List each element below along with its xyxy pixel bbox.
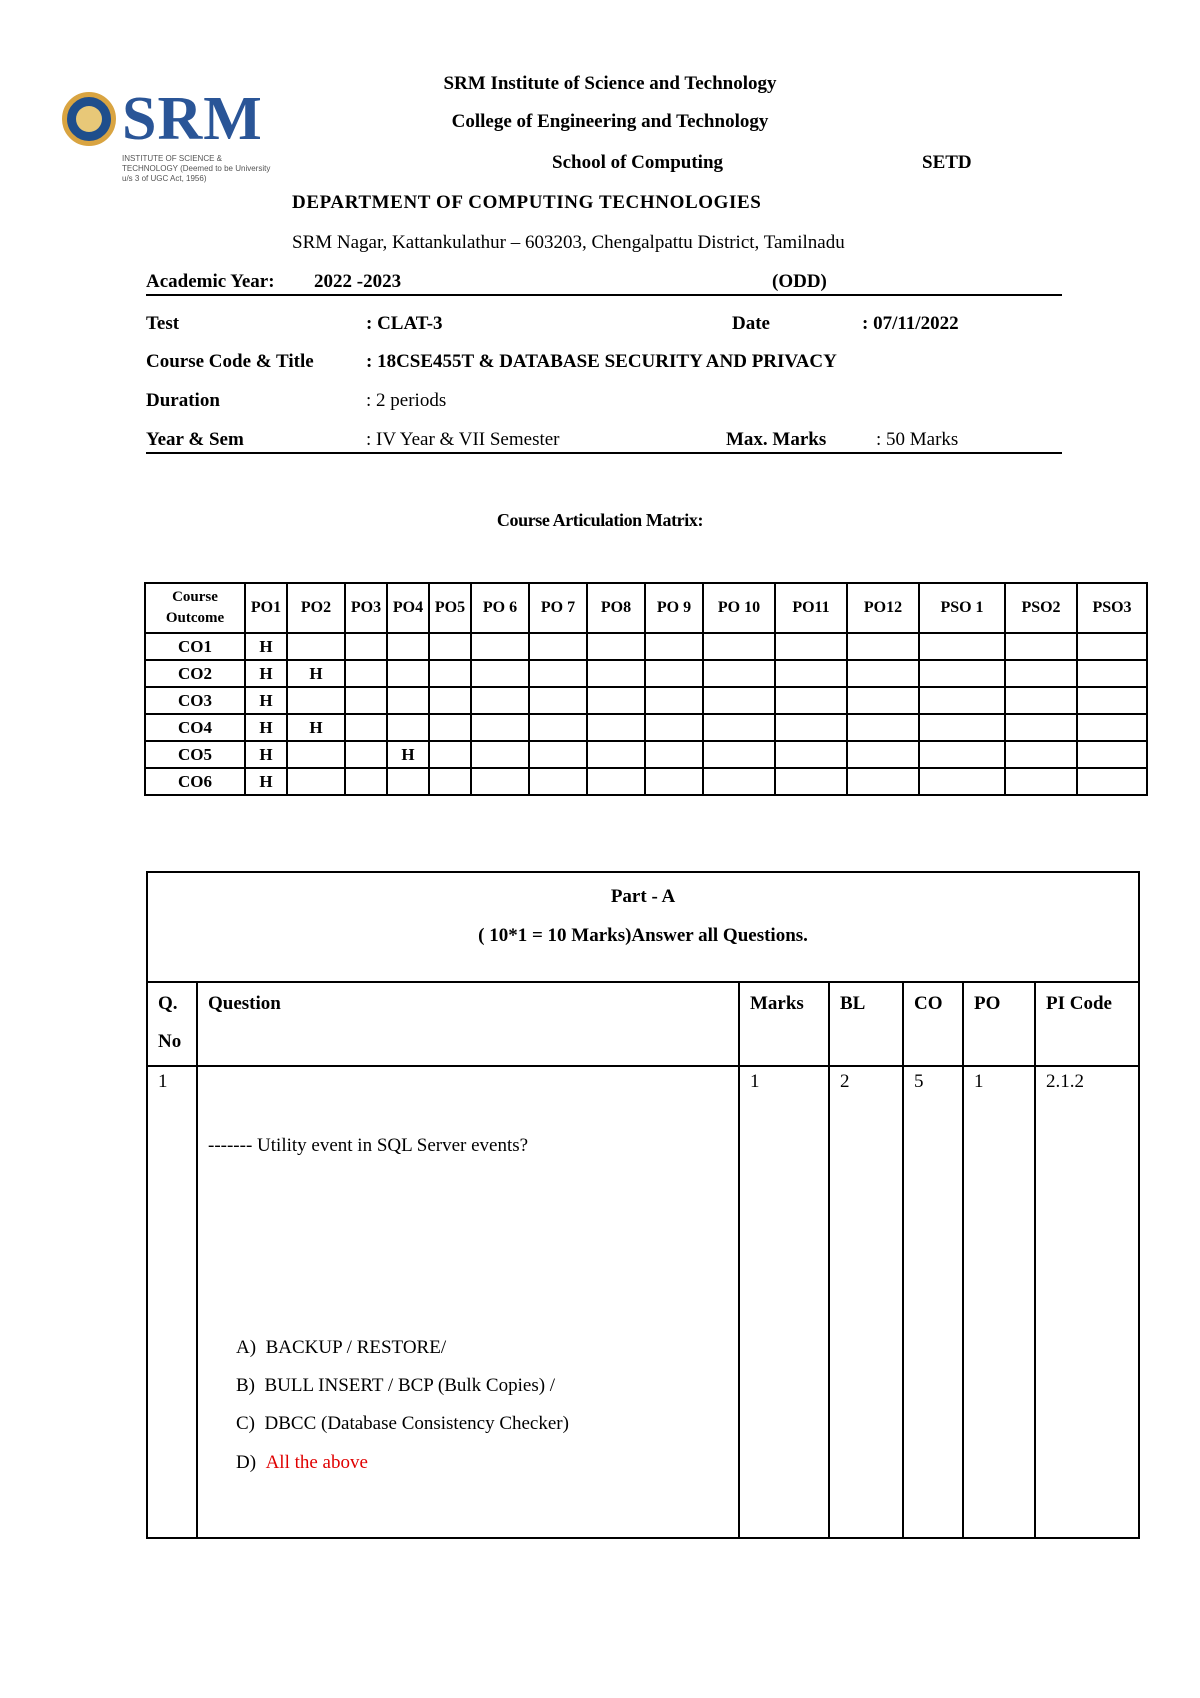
matrix-col-header: PSO2: [1005, 583, 1077, 633]
matrix-row: [145, 714, 1147, 741]
question-header: Question: [197, 982, 739, 1066]
matrix-cell: [1005, 714, 1077, 741]
matrix-cell: H: [245, 660, 287, 687]
matrix-cell: [287, 687, 345, 714]
matrix-cell: [919, 687, 1005, 714]
address: SRM Nagar, Kattankulathur – 603203, Chengalpattu District, Tamilnadu: [292, 232, 845, 253]
qno-header-line1: Q.: [158, 993, 178, 1014]
duration-value: : 2 periods: [366, 390, 447, 411]
matrix-cell: [429, 768, 471, 795]
matrix-cell: [587, 714, 645, 741]
option-letter: B): [236, 1375, 255, 1396]
matrix-cell: [847, 714, 919, 741]
matrix-cell: H: [245, 687, 287, 714]
matrix-cell: [1077, 660, 1147, 687]
correct-answer-text: All the above: [265, 1452, 368, 1473]
academic-year-label: Academic Year:: [146, 271, 275, 292]
co-header: CO: [903, 982, 963, 1066]
matrix-cell: [919, 768, 1005, 795]
matrix-cell: [775, 768, 847, 795]
academic-year-value: 2022 -2023: [314, 271, 402, 292]
year-sem-value: : IV Year & VII Semester: [366, 429, 560, 450]
matrix-cell: [345, 768, 387, 795]
matrix-cell: [847, 660, 919, 687]
question-pi-code: 2.1.2: [1035, 1066, 1139, 1538]
question-co: 5: [903, 1066, 963, 1538]
matrix-cell: [529, 660, 587, 687]
matrix-cell: [847, 741, 919, 768]
matrix-cell: [847, 687, 919, 714]
matrix-cell: [1077, 768, 1147, 795]
matrix-cell: [775, 687, 847, 714]
matrix-cell: [387, 633, 429, 660]
question-po: 1: [963, 1066, 1035, 1538]
matrix-header-row: [145, 583, 1147, 633]
matrix-cell: [703, 633, 775, 660]
matrix-cell: H: [245, 633, 287, 660]
matrix-cell: [645, 687, 703, 714]
matrix-cell: [703, 660, 775, 687]
setd-label: SETD: [922, 152, 972, 173]
matrix-cell: [703, 741, 775, 768]
matrix-cell: [471, 714, 529, 741]
matrix-col-header: PO5: [429, 583, 471, 633]
matrix-cell: [645, 768, 703, 795]
college-name: College of Engineering and Technology: [451, 111, 769, 132]
logo-text: SRM: [122, 85, 263, 153]
matrix-cell: [587, 741, 645, 768]
matrix-cell: [429, 741, 471, 768]
matrix-cell: [345, 714, 387, 741]
matrix-cell: [529, 741, 587, 768]
matrix-cell: [429, 660, 471, 687]
matrix-cell: H: [387, 741, 429, 768]
test-value: : CLAT-3: [366, 313, 443, 334]
matrix-cell: [387, 660, 429, 687]
matrix-cell: [1005, 660, 1077, 687]
matrix-body: [145, 633, 1147, 795]
matrix-col-header: PO 7: [529, 583, 587, 633]
max-marks-value: : 50 Marks: [876, 429, 959, 450]
matrix-cell: [775, 660, 847, 687]
part-a-table: [146, 871, 1140, 1539]
logo-subtitle: INSTITUTE OF SCIENCE & TECHNOLOGY (Deemed to be University u/s 3 of UGC Act, 1956): [122, 154, 271, 183]
matrix-cell: [703, 687, 775, 714]
matrix-cell: [387, 714, 429, 741]
option-text: DBCC (Database Consistency Checker): [264, 1413, 569, 1434]
corner-line2: Outcome: [165, 610, 225, 626]
school-name: School of Computing: [552, 152, 724, 173]
matrix-row: [145, 633, 1147, 660]
max-marks-label: Max. Marks: [726, 429, 827, 450]
part-a-header-row: [147, 982, 1139, 1066]
matrix-col-header: PO8: [587, 583, 645, 633]
matrix-cell: [1005, 768, 1077, 795]
matrix-cell: H: [287, 714, 345, 741]
matrix-col-header: PO 6: [471, 583, 529, 633]
option-letter: C): [236, 1413, 255, 1434]
matrix-cell: [587, 633, 645, 660]
department-name: DEPARTMENT OF COMPUTING TECHNOLOGIES: [292, 192, 762, 213]
qno-header: [147, 982, 197, 1066]
matrix-cell: [587, 687, 645, 714]
matrix-col-header: PSO 1: [919, 583, 1005, 633]
matrix-col-header: PO4: [387, 583, 429, 633]
matrix-col-header: PO12: [847, 583, 919, 633]
course-articulation-matrix: [144, 582, 1148, 796]
matrix-col-header: PO1: [245, 583, 287, 633]
matrix-cell: [587, 660, 645, 687]
matrix-co-label: CO1: [145, 633, 245, 660]
question-marks: 1: [739, 1066, 829, 1538]
srm-logo: [58, 82, 271, 183]
matrix-cell: [529, 687, 587, 714]
matrix-cell: [1077, 633, 1147, 660]
matrix-cell: [287, 633, 345, 660]
question-text: ------- Utility event in SQL Server events?: [208, 1135, 529, 1156]
matrix-cell: [471, 633, 529, 660]
matrix-cell: H: [245, 741, 287, 768]
srm-emblem-icon: [62, 92, 116, 146]
matrix-cell: [775, 741, 847, 768]
matrix-cell: [345, 687, 387, 714]
matrix-cell: [1005, 741, 1077, 768]
matrix-cell: [287, 768, 345, 795]
year-sem-label: Year & Sem: [146, 429, 244, 450]
matrix-cell: [645, 741, 703, 768]
matrix-row: [145, 741, 1147, 768]
part-a-title: Part - A: [610, 886, 676, 907]
matrix-co-label: CO5: [145, 741, 245, 768]
part-a-instructions: ( 10*1 = 10 Marks)Answer all Questions.: [478, 925, 808, 946]
test-label: Test: [146, 313, 180, 334]
matrix-cell: [1005, 687, 1077, 714]
matrix-cell: [703, 768, 775, 795]
matrix-cell: [345, 660, 387, 687]
header-rule-top: [146, 294, 1062, 296]
matrix-cell: [387, 687, 429, 714]
matrix-cell: [345, 633, 387, 660]
matrix-co-label: CO2: [145, 660, 245, 687]
marks-header: Marks: [739, 982, 829, 1066]
matrix-col-header: PSO3: [1077, 583, 1147, 633]
date-value: : 07/11/2022: [862, 313, 959, 334]
matrix-cell: H: [287, 660, 345, 687]
matrix-cell: [529, 714, 587, 741]
matrix-cell: [847, 633, 919, 660]
matrix-col-header: PO2: [287, 583, 345, 633]
matrix-col-header: PO 10: [703, 583, 775, 633]
matrix-row: [145, 768, 1147, 795]
matrix-co-label: CO3: [145, 687, 245, 714]
matrix-cell: [1077, 741, 1147, 768]
matrix-cell: [645, 714, 703, 741]
option-d: [236, 1452, 368, 1474]
matrix-cell: [1005, 633, 1077, 660]
matrix-cell: [919, 714, 1005, 741]
question-cell: [197, 1066, 739, 1538]
matrix-row: [145, 687, 1147, 714]
institute-name: SRM Institute of Science and Technology: [443, 73, 777, 94]
matrix-cell: [429, 633, 471, 660]
matrix-cell: [471, 687, 529, 714]
matrix-cell: [587, 768, 645, 795]
po-header: PO: [963, 982, 1035, 1066]
date-label: Date: [732, 313, 770, 334]
matrix-title: Course Articulation Matrix:: [496, 510, 704, 530]
pi-code-header: PI Code: [1035, 982, 1139, 1066]
matrix-cell: [703, 714, 775, 741]
option-text: BACKUP / RESTORE/: [265, 1337, 447, 1358]
matrix-cell: [919, 660, 1005, 687]
bl-header: BL: [829, 982, 903, 1066]
matrix-cell: [645, 660, 703, 687]
option-a: [236, 1337, 446, 1359]
option-b: [236, 1375, 555, 1397]
matrix-col-header: PO 9: [645, 583, 703, 633]
matrix-cell: [429, 687, 471, 714]
matrix-cell: [1077, 687, 1147, 714]
matrix-co-label: CO6: [145, 768, 245, 795]
option-text: BULL INSERT / BCP (Bulk Copies) /: [264, 1375, 556, 1396]
option-letter: A): [236, 1337, 257, 1358]
matrix-cell: [919, 741, 1005, 768]
matrix-cell: [919, 633, 1005, 660]
question-number: 1: [147, 1066, 197, 1538]
matrix-cell: [471, 768, 529, 795]
matrix-corner-header: [145, 583, 245, 633]
qno-header-line2: No: [158, 1031, 182, 1052]
question-bl: 2: [829, 1066, 903, 1538]
course-label: Course Code & Title: [146, 351, 314, 372]
matrix-cell: H: [245, 714, 287, 741]
part-a-title-cell: [147, 872, 1139, 982]
matrix-cell: H: [245, 768, 287, 795]
term-label: (ODD): [772, 271, 827, 292]
course-value: : 18CSE455T & DATABASE SECURITY AND PRIVACY: [366, 351, 837, 372]
matrix-cell: [471, 741, 529, 768]
matrix-col-header: PO3: [345, 583, 387, 633]
header-rule-bottom: [146, 452, 1062, 454]
matrix-cell: [387, 768, 429, 795]
matrix-cell: [775, 714, 847, 741]
matrix-cell: [429, 714, 471, 741]
matrix-co-label: CO4: [145, 714, 245, 741]
matrix-col-header: PO11: [775, 583, 847, 633]
option-letter: D): [236, 1452, 257, 1473]
matrix-cell: [645, 633, 703, 660]
matrix-cell: [847, 768, 919, 795]
option-c: [236, 1413, 569, 1435]
matrix-cell: [471, 660, 529, 687]
matrix-cell: [529, 633, 587, 660]
matrix-row: [145, 660, 1147, 687]
matrix-cell: [775, 633, 847, 660]
matrix-cell: [529, 768, 587, 795]
question-row: [147, 1066, 1139, 1538]
duration-label: Duration: [146, 390, 220, 411]
matrix-cell: [345, 741, 387, 768]
matrix-cell: [287, 741, 345, 768]
matrix-cell: [1077, 714, 1147, 741]
corner-line1: Course: [172, 589, 218, 605]
